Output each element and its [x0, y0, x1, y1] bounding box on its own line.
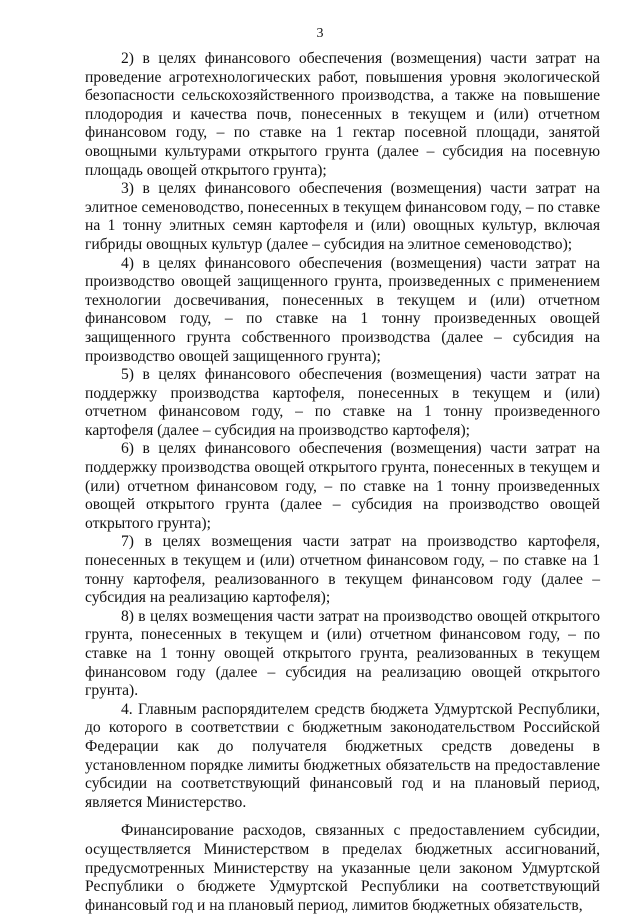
paragraph-item-4: 4) в целях финансового обеспечения (возмещения) части затрат на производство овощей защищенного грунта, произведенных с применением технологии досвечивания, понесенных в текущем и (или) отчетном финансовом году, – по ставке на 1 тонну произведенных овощей защищенного грунта собственного производства (далее – субсидия на производство овощей защищенного грунта); — [85, 254, 600, 365]
paragraph-item-5: 5) в целях финансового обеспечения (возмещения) части затрат на поддержку производства картофеля, понесенных в текущем и (или) отчетном финансовом году, – по ставке на 1 тонну произведенного картофеля (далее – субсидия на производство картофеля); — [85, 366, 600, 439]
page-number: 3 — [316, 26, 324, 41]
paragraph-item-6: 6) в целях финансового обеспечения (возмещения) части затрат на поддержку производства овощей открытого грунта, понесенных в текущем и (или) отчетном финансовом году, – по ставке на 1 тонну произведенных овощей открытого грунта (далее – субсидия на производство овощей открытого грунта); — [85, 440, 600, 532]
paragraph-item-2: 2) в целях финансового обеспечения (возмещения) части затрат на проведение агротехнологических работ, повышения уровня экологической безопасности сельскохозяйственного производства, а также на повышение плодородия и качества почв, понесенных в текущем и (или) отчетном финансовом году, – по ставке на 1 гектар посевной площади, занятой овощными культурами открытого грунта (далее – субсидия на посевную площадь овощей открытого грунта); — [85, 50, 600, 179]
paragraph-section-4: 4. Главным распорядителем средств бюджета Удмуртской Республики, до которого в соответствии с бюджетным законодательством Российской Федерации как до получателя бюджетных средств доведены в установленном порядке лимиты бюджетных обязательств на предоставление субсидии на соответствующий финансовый год и на плановый период, является Министерство. — [85, 700, 600, 811]
paragraph-item-8: 8) в целях возмещения части затрат на производство овощей открытого грунта, понесенных в текущем и (или) отчетном финансовом году, – по ставке на 1 тонну овощей открытого грунта, реализованных в текущем финансовом году (далее – субсидия на реализацию овощей открытого грунта). — [85, 607, 600, 700]
document-body — [85, 50, 600, 915]
paragraph-item-7: 7) в целях возмещения части затрат на производство картофеля, понесенных в текущем и (или) отчетном финансовом году, – по ставке на 1 тонну картофеля, реализованного в текущем финансовом году (далее – субсидия на реализацию картофеля); — [85, 533, 600, 607]
paragraph-financing: Финансирование расходов, связанных с предоставлением субсидии, осуществляется Министерством в пределах бюджетных ассигнований, предусмотренных Министерству на указанные цели законом Удмуртской Республики о бюджете Удмуртской Республики на соответствующий финансовый год и на плановый период, лимитов бюджетных обязательств, — [85, 822, 600, 914]
paragraph-item-3: 3) в целях финансового обеспечения (возмещения) части затрат на элитное семеноводство, понесенных в текущем финансовом году, – по ставке на 1 тонну элитных семян картофеля и (или) овощных культур, включая гибриды овощных культур (далее – субсидия на элитное семеноводство); — [85, 180, 600, 253]
